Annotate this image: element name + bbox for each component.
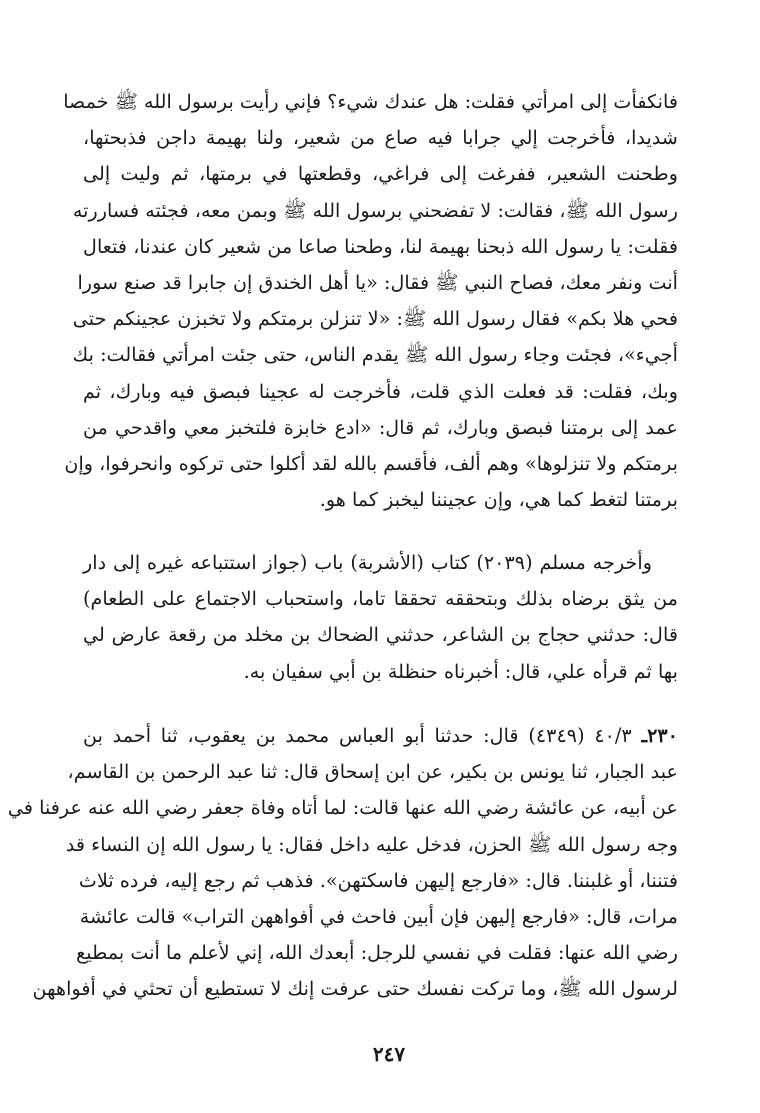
text-line [83,718,678,754]
text-line: فتننا، أو غلبننا. قال: «فارجع إليهن فاسكتهن». فذهب ثم رجع إليه، فرده ثلاث [78,868,678,892]
paragraph-jabir-hadith [63,84,678,518]
text-line: قال: حدثني حجاج بن الشاعر، حدثني الضحاك بن مخلد من رقعة عارض لي [83,623,678,647]
text-line: بها ثم قرأه علي، قال: أخبرناه حنظلة بن أبي سفيان به. [243,659,678,683]
text-line: رسول الله ﷺ، فقالت: لا تفضحني برسول الله ﷺ وبمن معه، فجئته فساررته [72,198,678,222]
text-line: عن أبيه، عن عائشة رضي الله عنها قالت: لما أتاه وفاة جعفر رضي الله عنه عرفنا في [7,796,678,820]
paragraph-hadith-230 [7,718,678,1008]
text-line: وبك، فقلت: قد فعلت الذي قلت، فأخرجت له عجينا فبصق فيه وبارك، ثم [83,379,678,403]
text-line: وطحنت الشعير، ففرغت إلى فراغي، وقطعتها في برمتها، ثم وليت إلى [83,162,678,186]
text-line: برمتكم ولا تنزلوها» وهم ألف، فأقسم بالله لقد أكلوا حتى تركوه وانحرفوا، وإن [64,451,678,475]
text-line: أجيء»، فجئت وجاء رسول الله ﷺ يقدم الناس، حتى جئت امرأتي فقالت: بك [72,343,678,367]
text-line: وأخرجه مسلم (٢٠٣٩) كتاب (الأشربة) باب (جواز استتباعه غيره إلى دار [83,551,652,574]
text-line: برمتنا لتغط كما هي، وإن عجيننا ليخبز كما هو. [319,488,678,512]
text-line: مرات، قال: «فارجع إليهن فإن أبين فاحث في أفواههن التراب» قالت عائشة [79,904,678,928]
text-line: شديدا، فأخرجت إلي جرابا فيه صاع من شعير، ولنا بهيمة داجن فذبحتها، [83,126,678,150]
hadith-number: ٢٣٠ـ [641,724,678,747]
text-line-content: ٤٠/٣ (٤٣٤٩) قال: حدثنا أبو العباس محمد بن يعقوب، ثنا أحمد بن [83,724,632,747]
text-line: فحي هلا بكم» فقال رسول الله ﷺ: «لا تنزلن برمتكم ولا تخبزن عجينكم حتى [72,307,678,331]
paragraph-muslim-reference [83,545,678,690]
text-line: فانكفأت إلى امرأتي فقلت: هل عندك شيء؟ فإني رأيت برسول الله ﷺ خمصا [63,90,678,113]
page-number: ٢٤٧ [372,1042,406,1066]
text-line: عمد إلى برمتنا فبصق وبارك، ثم قال: «ادع خابزة فلتخبز معي واقدحي من [83,415,678,439]
text-line: رضي الله عنها: فقلت في نفسي للرجل: أبعدك الله، إني لأعلم ما أنت بمطيع [76,941,678,965]
text-line: فقلت: يا رسول الله ذبحنا بهيمة لنا، وطحنا صاعا من شعير كان عندنا، فتعال [83,234,678,258]
text-line: عبد الجبار، ثنا يونس بن بكير، عن ابن إسحاق قال: ثنا عبد الرحمن بن القاسم، [67,760,678,784]
text-line: من يثق برضاه بذلك وبتحققه تحققا تاما، واستحباب الاجتماع على الطعام) [83,587,678,611]
text-line: أنت ونفر معك، فصاح النبي ﷺ فقال: «يا أهل الخندق إن جابرا قد صنع سورا [77,270,678,294]
text-line: لرسول الله ﷺ، وما تركت نفسك حتى عرفت إنك لا تستطيع أن تحثي في أفواههن [32,977,678,1001]
text-line: وجه رسول الله ﷺ الحزن، فدخل عليه داخل فقال: يا رسول الله إن النساء قد [65,832,678,856]
